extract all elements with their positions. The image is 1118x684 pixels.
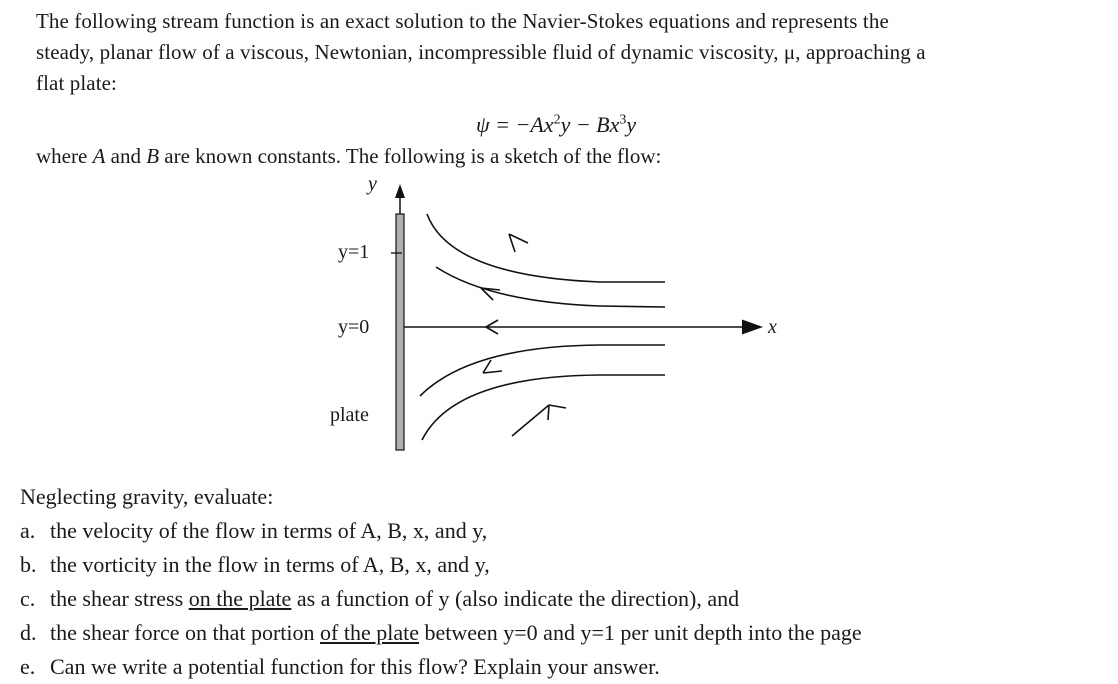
question-d-post: between y=0 and y=1 per unit depth into the page bbox=[418, 620, 862, 645]
y1-label: y=1 bbox=[338, 241, 370, 263]
question-list bbox=[20, 480, 862, 684]
where-A: A bbox=[92, 144, 106, 168]
where-B: B bbox=[146, 144, 160, 168]
equation-lhs: ψ = −Ax bbox=[476, 112, 554, 137]
question-b bbox=[20, 548, 862, 582]
question-b-text: the vorticity in the flow in terms of A, B, x, and y, bbox=[50, 552, 490, 577]
intro-line-1: The following stream function is an exact solution to the Navier-Stokes equations and represents the bbox=[36, 9, 889, 33]
question-d bbox=[20, 616, 862, 650]
arrowhead-upper-inner bbox=[481, 288, 500, 300]
question-c-pre: the shear stress bbox=[50, 586, 189, 611]
question-b-letter: b. bbox=[20, 552, 37, 577]
question-d-underline: of the plate bbox=[320, 620, 419, 645]
question-e-text: Can we write a potential function for this flow? Explain your answer. bbox=[50, 654, 660, 679]
equation-square: 2 bbox=[553, 112, 561, 128]
equation-end: y bbox=[626, 112, 637, 137]
question-e bbox=[20, 650, 862, 684]
y0-label: y=0 bbox=[338, 316, 370, 338]
intro-line-2: steady, planar flow of a viscous, Newtonian, incompressible fluid of dynamic viscosity, μ, approaching a bbox=[36, 40, 926, 64]
question-c bbox=[20, 582, 862, 616]
equation-cube: 3 bbox=[619, 112, 627, 128]
streamline-upper-inner bbox=[436, 267, 665, 307]
arrowhead-lower-inner bbox=[483, 360, 502, 373]
where-text-2: and bbox=[105, 144, 147, 168]
intro-line-3: flat plate: bbox=[36, 71, 117, 95]
streamline-lower-inner bbox=[420, 345, 665, 396]
plate-label: plate bbox=[330, 404, 369, 426]
equation-mid: y − Bx bbox=[560, 112, 620, 137]
x-axis-label: x bbox=[768, 316, 777, 338]
question-d-letter: d. bbox=[20, 620, 37, 645]
question-a bbox=[20, 514, 862, 548]
question-a-text: the velocity of the flow in terms of A, B, x, and y, bbox=[50, 518, 488, 543]
arrowhead-upper-outer bbox=[509, 234, 528, 252]
streamline-lower-outer bbox=[422, 375, 665, 440]
streamline-upper-outer bbox=[427, 214, 665, 282]
arrowhead-lower-outer bbox=[512, 405, 566, 436]
question-e-letter: e. bbox=[20, 654, 36, 679]
questions-intro: Neglecting gravity, evaluate: bbox=[20, 484, 274, 509]
question-c-post: as a function of y (also indicate the direction), and bbox=[291, 586, 740, 611]
y-axis-arrowhead bbox=[395, 184, 405, 198]
where-text-1: where bbox=[36, 144, 93, 168]
question-c-underline: on the plate bbox=[188, 586, 292, 611]
y-axis-label: y bbox=[368, 173, 377, 195]
question-c-letter: c. bbox=[20, 586, 36, 611]
plate bbox=[396, 214, 404, 450]
where-text-3: are known constants. The following is a sketch of the flow: bbox=[159, 144, 662, 168]
question-d-pre: the shear force on that portion bbox=[50, 620, 321, 645]
question-a-letter: a. bbox=[20, 518, 36, 543]
